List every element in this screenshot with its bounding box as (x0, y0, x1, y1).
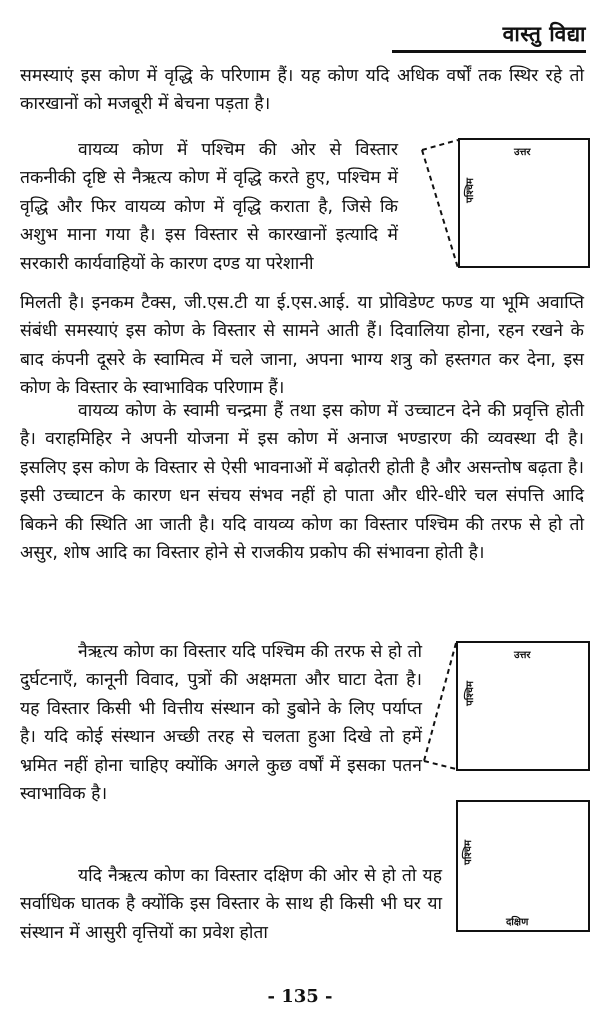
paragraph-4: वायव्य कोण के स्वामी चन्द्रमा हैं तथा इस कोण में उच्चाटन देने की प्रवृत्ति होती है। वराहमिहिर ने अपनी योजना में इस कोण में अनाज भण्डारण की व्यवस्था दी है। इसलिए इस कोण के विस्तार से ऐसी भावनाओं में बढ़ोतरी होती है और असन्तोष बढ़ता है। इसी उच्चाटन के कारण धन संचय संभव नहीं हो पाता और धीरे-धीरे चल संपत्ति आदि बिकने की स्थिति आ जाती है। यदि वायव्य कोण का विस्तार पश्चिम की तरफ से हो तो असुर, शोष आदि का विस्तार होने से राजकीय प्रकोप की संभावना होती है। (20, 401, 584, 564)
paragraph-6: यदि नैऋत्य कोण का विस्तार दक्षिण की ओर से हो तो यह सर्वाधिक घातक है क्योंकि इस विस्तार के साथ ही किसी भी घर या संस्थान में आसुरी वृत्तियों का प्रवेश होता (20, 866, 442, 943)
running-title: वास्तु विद्या (502, 22, 586, 46)
diagram-northwest-west-extension (418, 138, 590, 272)
west-label: पश्चिम (463, 840, 474, 865)
west-label: पश्चिम (465, 178, 476, 203)
paragraph-1: समस्याएं इस कोण में वृद्धि के परिणाम हैं। यह कोण यदि अधिक वर्षों तक स्थिर रहे तो कारखानों को मजबूरी में बेचना पड़ता है। (20, 66, 584, 115)
paragraph-2: वायव्य कोण में पश्चिम की ओर से विस्तार तकनीकी दृष्टि से नैऋत्य कोण में वृद्धि करते हुए, पश्चिम में वृद्धि और फिर वायव्य कोण में वृद्धि कराता है, जिसे कि अशुभ माना गया है। इस विस्तार से कारखानों इत्यादि में सरकारी कार्यवाहियों के कारण दण्ड या परेशानी (20, 140, 398, 274)
north-label: उत्तर (514, 147, 531, 158)
diagram-southwest-west-extension (420, 641, 590, 773)
extension-dashed-lines (418, 138, 462, 272)
plot-box (456, 800, 590, 932)
north-label: उत्तर (514, 650, 531, 661)
diagram-southwest-south-extension (456, 800, 590, 934)
paragraph-5: नैऋत्य कोण का विस्तार यदि पश्चिम की तरफ से हो तो दुर्घटनाएँ, कानूनी विवाद, पुत्रों की अक्षमता और घाटा देता है। यह विस्तार किसी भी वित्तीय संस्थान को डुबोने के लिए पर्याप्त है। यदि कोई संस्थान अच्छी तरह से चलता हुआ दिखे तो हमें भ्रमित नहीं होना चाहिए क्योंकि अगले कुछ वर्षों में इसका पतन स्वाभाविक है। (20, 642, 422, 805)
page-number: - 135 - (267, 986, 333, 1007)
south-label: दक्षिण (506, 917, 529, 928)
header-rule (392, 50, 586, 53)
page-header (0, 0, 600, 60)
west-label: पश्चिम (465, 681, 476, 706)
paragraph-3: मिलती है। इनकम टैक्स, जी.एस.टी या ई.एस.आई. या प्रोविडेण्ट फण्ड या भूमि अवाप्ति संबंधी समस्याएं इस कोण के विस्तार से सामने आती हैं। दिवालिया होना, रहन रखने के बाद कंपनी दूसरे के स्वामित्व में चले जाना, अपना भाग्य शत्रु को हस्तगत कर देना, इस कोण के विस्तार के स्वाभाविक परिणाम हैं। (20, 293, 584, 399)
